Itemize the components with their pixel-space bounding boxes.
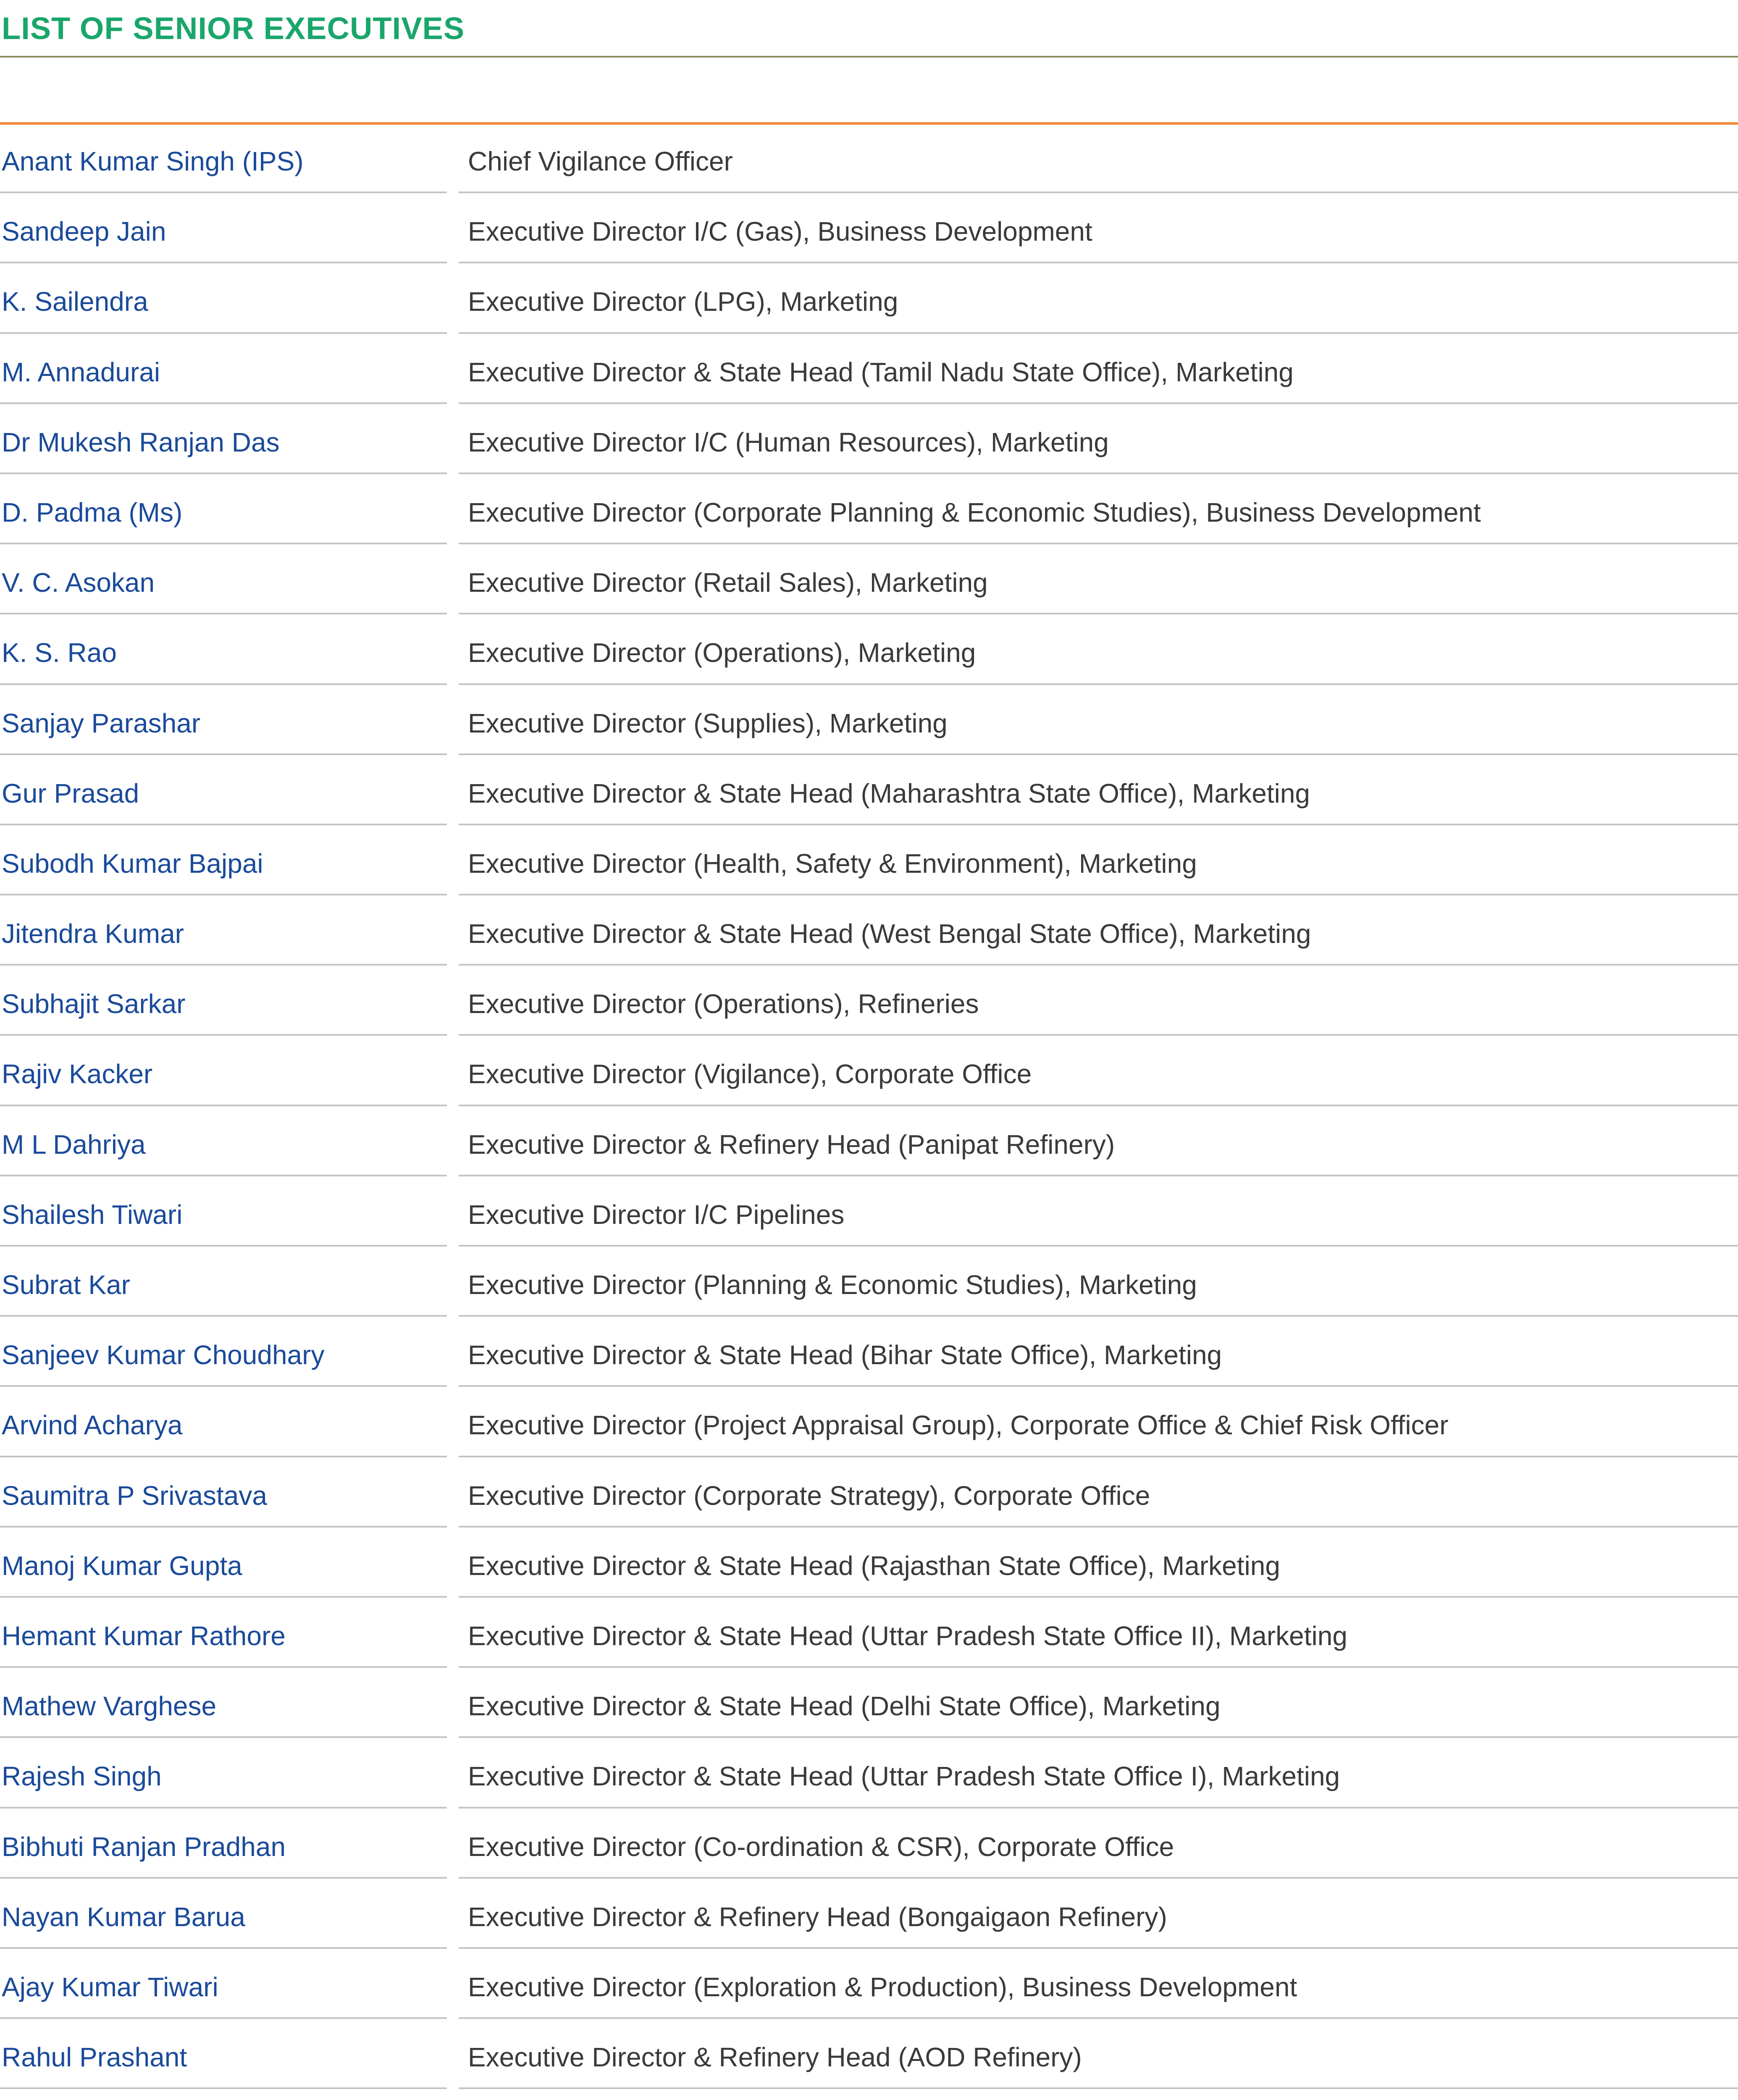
executive-position: Executive Director (Planning & Economic Studies), Marketing [459, 1248, 1738, 1317]
table-row [0, 616, 1738, 686]
executive-position: Executive Director (Retail Sales), Marketing [459, 546, 1738, 614]
executive-name: Subrat Kar [0, 1248, 447, 1317]
executive-position: Executive Director & State Head (Uttar Pradesh State Office II), Marketing [459, 1599, 1738, 1668]
executive-name [0, 2091, 447, 2100]
table-row [0, 1599, 1738, 1670]
executive-position: Executive Director I/C Pipelines [459, 1178, 1738, 1247]
executive-name: Anant Kumar Singh (IPS) [0, 125, 447, 193]
executives-table [0, 125, 1738, 2100]
page-title: LIST OF SENIOR EXECUTIVES [2, 11, 465, 46]
executive-name: Rajesh Singh [0, 1740, 447, 1808]
table-row [0, 1950, 1738, 2021]
table-row [0, 1880, 1738, 1950]
executive-position: Executive Director (Operations), Marketing [459, 616, 1738, 685]
executive-position: Executive Director (LPG), Marketing [459, 265, 1738, 333]
executive-name: Manoj Kumar Gupta [0, 1529, 447, 1598]
executive-name: Hemant Kumar Rathore [0, 1599, 447, 1668]
executive-name: Arvind Acharya [0, 1389, 447, 1457]
table-row [0, 1670, 1738, 1740]
executive-position: Executive Director (Corporate Planning & Economic Studies), Business Development [459, 476, 1738, 544]
executive-name: Sandeep Jain [0, 195, 447, 263]
executive-name: Sanjeev Kumar Choudhary [0, 1318, 447, 1387]
executive-position: Executive Director & Refinery Head (Bongaigaon Refinery) [459, 1880, 1738, 1949]
executive-position: Executive Director & Refinery Head (Panipat Refinery) [459, 1108, 1738, 1176]
executive-position: Executive Director & State Head (Uttar Pradesh State Office I), Marketing [459, 1740, 1738, 1808]
executive-name: Subhajit Sarkar [0, 967, 447, 1036]
table-row [0, 336, 1738, 406]
executive-position: Executive Director & State Head (Delhi State Office), Marketing [459, 1670, 1738, 1738]
table-row [0, 827, 1738, 897]
executive-position: Executive Director (Health, Safety & Environment), Marketing [459, 827, 1738, 895]
executive-position: Executive Director (Vigilance), Corporate Office [459, 1037, 1738, 1106]
executive-name: M L Dahriya [0, 1108, 447, 1176]
table-row [0, 476, 1738, 546]
table-row [0, 687, 1738, 757]
table-row [0, 1389, 1738, 1459]
executive-position: Executive Director (Project Appraisal Group), Corporate Office & Chief Risk Officer [459, 1389, 1738, 1457]
table-row [0, 1810, 1738, 1880]
executive-name: M. Annadurai [0, 336, 447, 404]
table-row [0, 406, 1738, 476]
executive-position: Executive Director & State Head (Maharashtra State Office), Marketing [459, 757, 1738, 825]
executive-name: Subodh Kumar Bajpai [0, 827, 447, 895]
executive-position: Executive Director & Refinery Head (AOD Refinery) [459, 2021, 1738, 2089]
executive-position: Executive Director I/C (Human Resources), Marketing [459, 406, 1738, 474]
table-row [0, 757, 1738, 827]
table-row [0, 2091, 1738, 2100]
table-row [0, 897, 1738, 967]
executive-position: Chief Vigilance Officer [459, 125, 1738, 193]
table-row [0, 1459, 1738, 1529]
table-row [0, 967, 1738, 1037]
executive-name: Mathew Varghese [0, 1670, 447, 1738]
executive-name: Shailesh Tiwari [0, 1178, 447, 1247]
executive-name: K. S. Rao [0, 616, 447, 685]
executive-name: Sanjay Parashar [0, 687, 447, 755]
executive-name: K. Sailendra [0, 265, 447, 333]
executive-name: Nayan Kumar Barua [0, 1880, 447, 1949]
table-row [0, 1108, 1738, 1178]
executive-position: Executive Director & State Head (West Bengal State Office), Marketing [459, 897, 1738, 966]
table-row [0, 2021, 1738, 2091]
executive-name: Ajay Kumar Tiwari [0, 1950, 447, 2019]
table-row [0, 265, 1738, 335]
executive-name: Jitendra Kumar [0, 897, 447, 966]
table-row [0, 1037, 1738, 1108]
executive-name: V. C. Asokan [0, 546, 447, 614]
table-row [0, 125, 1738, 195]
executive-name: Gur Prasad [0, 757, 447, 825]
table-row [0, 1529, 1738, 1599]
table-row [0, 1318, 1738, 1389]
executive-position: Executive Director (Exploration & Production), Business Development [459, 1950, 1738, 2019]
executive-name: Rajiv Kacker [0, 1037, 447, 1106]
title-divider [0, 56, 1738, 58]
table-row [0, 1178, 1738, 1248]
executive-position: Executive Director (Co-ordination & CSR), Corporate Office [459, 1810, 1738, 1879]
executive-position: Executive Director (Operations), Refineries [459, 967, 1738, 1036]
table-row [0, 195, 1738, 265]
table-row [0, 546, 1738, 616]
table-row [0, 1248, 1738, 1318]
executive-name: Bibhuti Ranjan Pradhan [0, 1810, 447, 1879]
executive-name: Rahul Prashant [0, 2021, 447, 2089]
executive-position: Executive Director (Supplies), Marketing [459, 687, 1738, 755]
executive-name: Dr Mukesh Ranjan Das [0, 406, 447, 474]
table-row [0, 1740, 1738, 1810]
executive-position: Executive Director I/C (Gas), Business Development [459, 195, 1738, 263]
executive-position: Executive Director (Corporate Strategy), Corporate Office [459, 1459, 1738, 1528]
executive-position [459, 2091, 1738, 2100]
executive-name: D. Padma (Ms) [0, 476, 447, 544]
executive-position: Executive Director & State Head (Rajasthan State Office), Marketing [459, 1529, 1738, 1598]
executive-position: Executive Director & State Head (Tamil Nadu State Office), Marketing [459, 336, 1738, 404]
executive-position: Executive Director & State Head (Bihar State Office), Marketing [459, 1318, 1738, 1387]
executive-name: Saumitra P Srivastava [0, 1459, 447, 1528]
